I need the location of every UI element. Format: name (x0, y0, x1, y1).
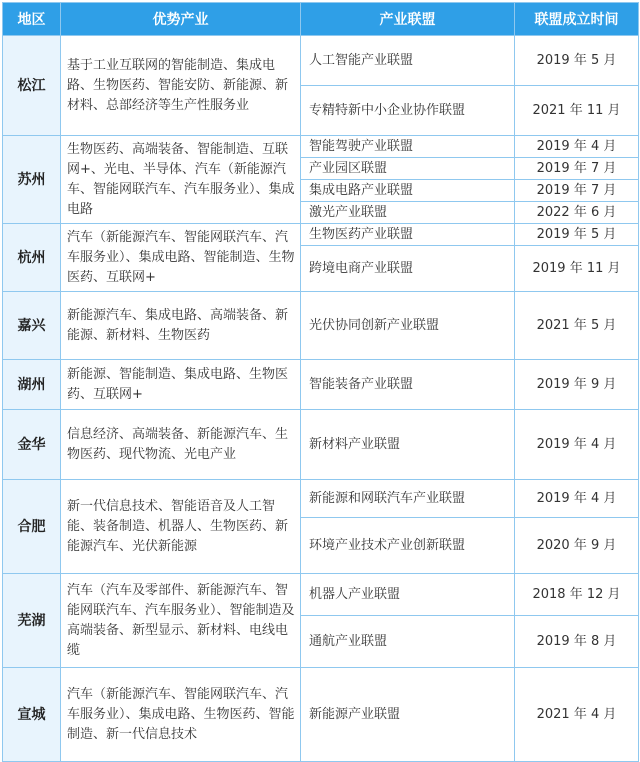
industries-cell: 新一代信息技术、智能语音及人工智能、装备制造、机器人、生物医药、新能源汽车、光伏新能源 (61, 480, 301, 574)
alliance-cell: 生物医药产业联盟 (301, 224, 515, 246)
alliance-cell: 环境产业技术产业创新联盟 (301, 518, 515, 574)
industry-alliance-table (2, 2, 639, 762)
industries-cell: 新能源汽车、集成电路、高端装备、新能源、新材料、生物医药 (61, 292, 301, 360)
industries-cell: 汽车（汽车及零部件、新能源汽车、智能网联汽车、汽车服务业）、智能制造及高端装备、新型显示、新材料、电线电缆 (61, 574, 301, 668)
industries-cell: 生物医药、高端装备、智能制造、互联网+、光电、半导体、汽车（新能源汽车、智能网联汽车、汽车服务业）、集成电路 (61, 136, 301, 224)
header-date: 联盟成立时间 (515, 3, 639, 36)
alliance-cell: 专精特新中小企业协作联盟 (301, 86, 515, 136)
table-row (3, 36, 639, 86)
region-cell: 苏州 (3, 136, 61, 224)
date-cell: 2019 年 4 月 (515, 136, 639, 158)
alliance-cell: 机器人产业联盟 (301, 574, 515, 616)
region-cell: 湖州 (3, 360, 61, 410)
alliance-cell: 智能驾驶产业联盟 (301, 136, 515, 158)
header-industries: 优势产业 (61, 3, 301, 36)
header-alliance: 产业联盟 (301, 3, 515, 36)
date-cell: 2021 年 5 月 (515, 292, 639, 360)
table-body (3, 36, 639, 762)
alliance-cell: 新能源和网联汽车产业联盟 (301, 480, 515, 518)
table-row (3, 136, 639, 158)
region-cell: 宣城 (3, 668, 61, 762)
table-row (3, 574, 639, 616)
table-row (3, 410, 639, 480)
alliance-cell: 人工智能产业联盟 (301, 36, 515, 86)
date-cell: 2019 年 7 月 (515, 180, 639, 202)
date-cell: 2019 年 4 月 (515, 410, 639, 480)
region-cell: 金华 (3, 410, 61, 480)
date-cell: 2019 年 11 月 (515, 246, 639, 292)
date-cell: 2018 年 12 月 (515, 574, 639, 616)
industries-cell: 新能源、智能制造、集成电路、生物医药、互联网+ (61, 360, 301, 410)
industries-cell: 汽车（新能源汽车、智能网联汽车、汽车服务业）、集成电路、生物医药、智能制造、新一代信息技术 (61, 668, 301, 762)
region-cell: 松江 (3, 36, 61, 136)
table-row (3, 668, 639, 762)
region-cell: 嘉兴 (3, 292, 61, 360)
table-row (3, 224, 639, 246)
alliance-cell: 集成电路产业联盟 (301, 180, 515, 202)
alliance-cell: 激光产业联盟 (301, 202, 515, 224)
region-cell: 芜湖 (3, 574, 61, 668)
date-cell: 2019 年 5 月 (515, 36, 639, 86)
alliance-cell: 新材料产业联盟 (301, 410, 515, 480)
date-cell: 2021 年 11 月 (515, 86, 639, 136)
alliance-cell: 光伏协同创新产业联盟 (301, 292, 515, 360)
table-row (3, 292, 639, 360)
date-cell: 2019 年 8 月 (515, 616, 639, 668)
date-cell: 2020 年 9 月 (515, 518, 639, 574)
date-cell: 2019 年 7 月 (515, 158, 639, 180)
table-row (3, 480, 639, 518)
industries-cell: 汽车（新能源汽车、智能网联汽车、汽车服务业）、集成电路、智能制造、生物医药、互联网+ (61, 224, 301, 292)
header-region: 地区 (3, 3, 61, 36)
region-cell: 合肥 (3, 480, 61, 574)
alliance-cell: 跨境电商产业联盟 (301, 246, 515, 292)
date-cell: 2022 年 6 月 (515, 202, 639, 224)
date-cell: 2019 年 5 月 (515, 224, 639, 246)
region-cell: 杭州 (3, 224, 61, 292)
alliance-cell: 新能源产业联盟 (301, 668, 515, 762)
header-row (3, 3, 639, 36)
alliance-cell: 通航产业联盟 (301, 616, 515, 668)
date-cell: 2019 年 9 月 (515, 360, 639, 410)
date-cell: 2019 年 4 月 (515, 480, 639, 518)
alliance-cell: 产业园区联盟 (301, 158, 515, 180)
table-row (3, 360, 639, 410)
alliance-cell: 智能装备产业联盟 (301, 360, 515, 410)
date-cell: 2021 年 4 月 (515, 668, 639, 762)
industries-cell: 基于工业互联网的智能制造、集成电路、生物医药、智能安防、新能源、新材料、总部经济等生产性服务业 (61, 36, 301, 136)
industries-cell: 信息经济、高端装备、新能源汽车、生物医药、现代物流、光电产业 (61, 410, 301, 480)
